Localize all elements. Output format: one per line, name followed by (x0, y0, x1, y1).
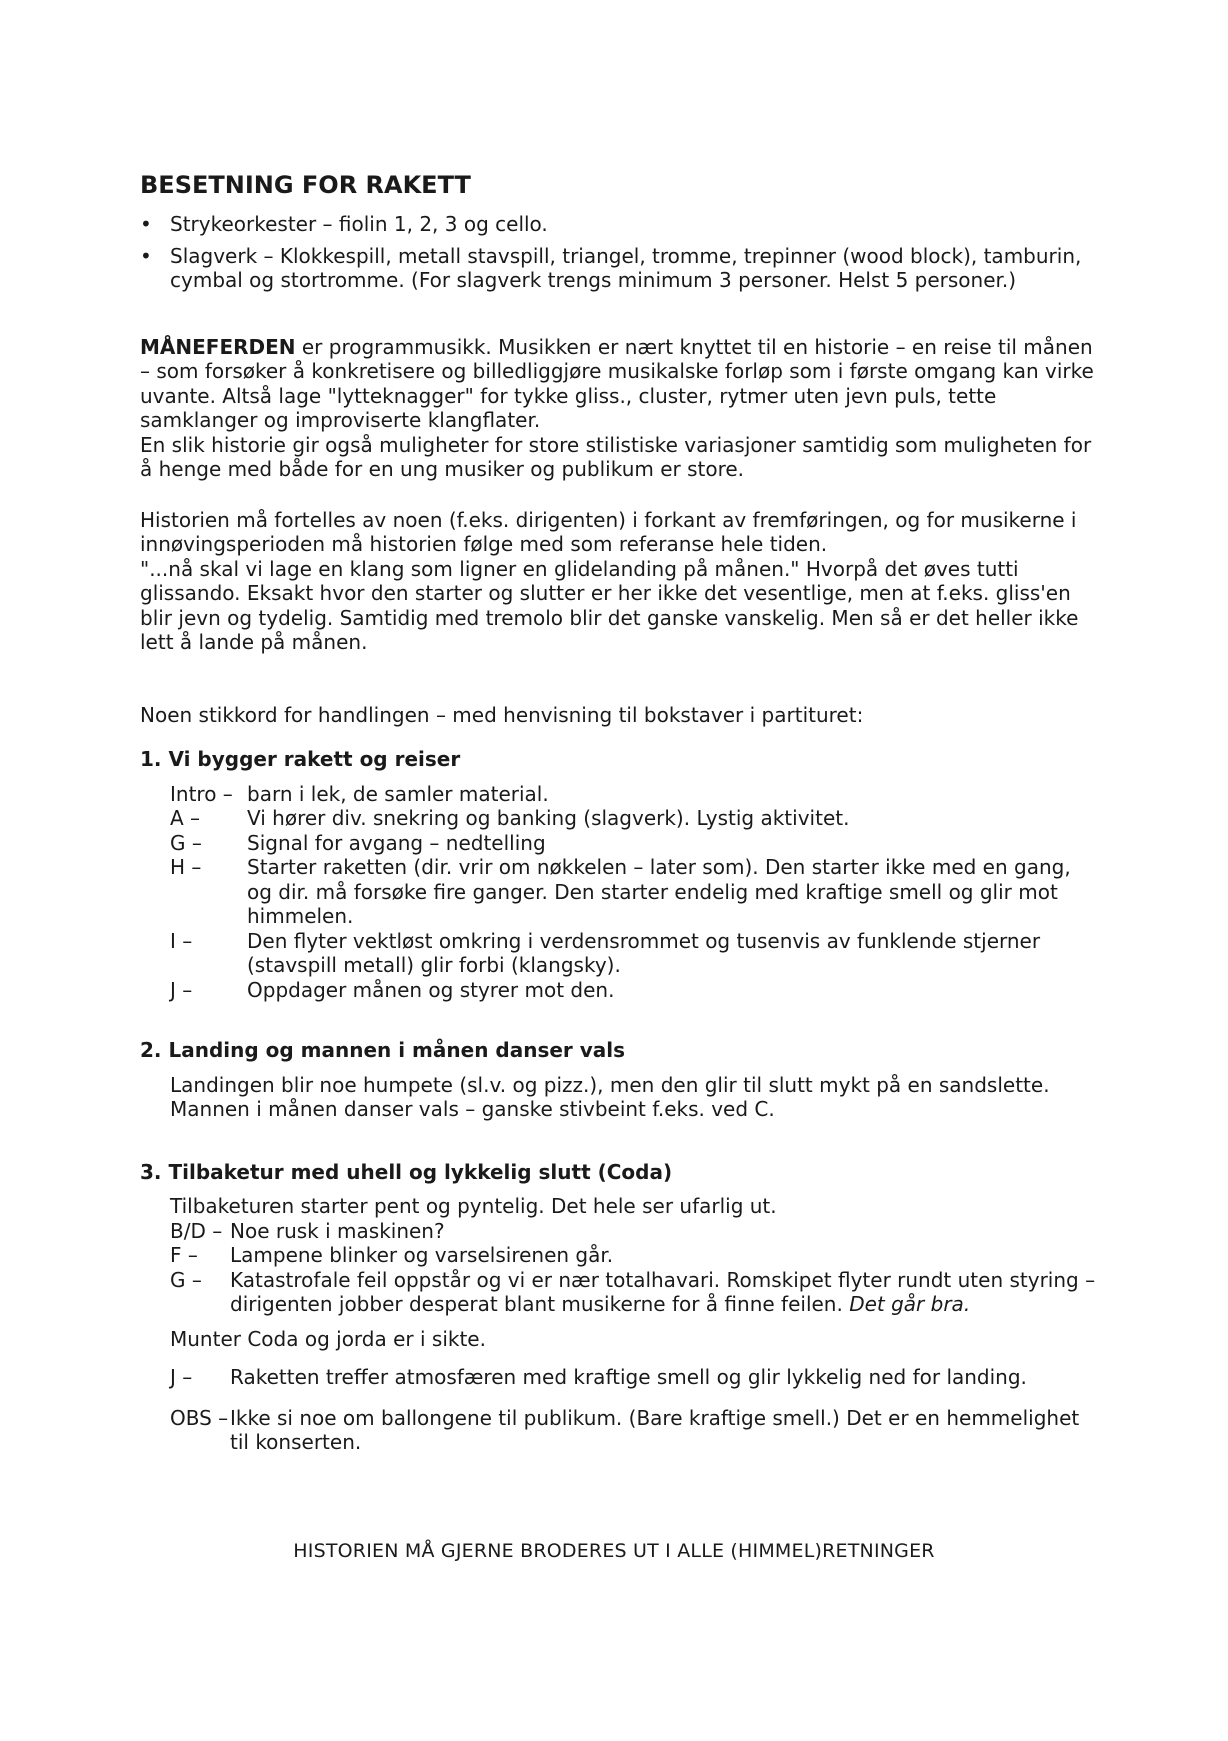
section-3-intro: Tilbaketuren starter pent og pyntelig. Det hele ser ufarlig ut. (170, 1194, 777, 1218)
section-2-heading: 2. Landing og mannen i månen danser vals (140, 1038, 626, 1062)
coda-line: Munter Coda og jorda er i sikte. (170, 1326, 486, 1351)
cue-text-italic: Det går bra. (849, 1292, 971, 1316)
cue-label: B/D – (170, 1218, 223, 1243)
document-page (140, 170, 1100, 1455)
cue-text: Starter raketten (dir. vrir om nøkkelen – later som). Den starter ikke med en gang, og dir. må forsøke fire ganger. Den starter endelig med kraftige smell og glir mot himmelen. (247, 855, 1071, 928)
cue-text: Raketten treffer atmosfæren med kraftige smell og glir lykkelig ned for landing. (230, 1365, 1027, 1389)
section-3-items (170, 1194, 1100, 1455)
intro-paragraph (140, 335, 1100, 433)
cue-text: Noe rusk i maskinen? (230, 1218, 445, 1243)
obs-text: Ikke si noe om ballongene til publikum. (Bare kraftige smell.) Det er en hemmelighet til konserten. (230, 1405, 1080, 1454)
section-1-items (170, 782, 1100, 1003)
instrumentation-list (140, 212, 1100, 293)
section-2-line: Landingen blir noe humpete (sl.v. og pizz.), men den glir til slutt mykt på en sandslette. (170, 1072, 1050, 1097)
cue-text: barn i lek, de samler material. (247, 781, 549, 806)
cue-text: Oppdager månen og styrer mot den. (247, 977, 615, 1002)
obs-label: OBS – (170, 1405, 229, 1430)
cue-text: Signal for avgang – nedtelling (247, 830, 546, 855)
cue-row (170, 855, 1100, 929)
cue-row (170, 831, 1100, 856)
bullet-item: • Slagverk – Klokkespill, metall stavspill, triangel, tromme, trepinner (wood block), tamburin, cymbal og stortromme. (For slagverk trengs minimum 3 personer. Helst 5 personer.) (140, 244, 1100, 293)
cue-row (170, 1268, 1100, 1317)
cue-label: G – (170, 1267, 202, 1292)
section-2-items (170, 1073, 1100, 1122)
cue-text: Vi hører div. snekring og banking (slagverk). Lystig aktivitet. (247, 806, 850, 830)
intro-paragraph-cont: En slik historie gir også muligheter for store stilistiske variasjoner samtidig som muligheten for å henge med både for en ung musiker og publikum er store. (140, 432, 1092, 481)
obs-row (170, 1406, 1100, 1455)
cue-label: F – (170, 1243, 198, 1267)
cue-label: J – (170, 1365, 193, 1389)
cue-row (170, 806, 1100, 831)
cue-row (170, 929, 1100, 978)
work-title: MÅNEFERDEN (140, 334, 296, 359)
cue-text: Den flyter vektløst omkring i verdensrommet og tusenvis av funklende stjerner (stavspill metall) glir forbi (klangsky). (247, 928, 1041, 977)
keywords-note: Noen stikkord for handlingen – med henvisning til bokstaver i partituret: (140, 702, 864, 727)
cue-label: H – (170, 855, 202, 879)
cue-label: J – (170, 977, 193, 1002)
story-paragraph: Historien må fortelles av noen (f.eks. dirigenten) i forkant av fremføringen, og for musikerne i innøvingsperioden må historien følge med som referanse hele tiden. (140, 507, 1077, 556)
cue-row (170, 1219, 1100, 1244)
cue-label: A – (170, 806, 201, 830)
section-1-heading: 1. Vi bygger rakett og reiser (140, 747, 461, 771)
intro-text: er programmusikk. Musikken er nært knyttet til en historie – en reise til månen – som forsøker å konkretisere og billedliggjøre musikalske forløp som i første omgang kan virke uvante. Altså lage "lytteknagger" for tykke gliss., cluster, rytmer uten jevn puls, tette samklanger og improviserte klangflater. (140, 334, 1094, 432)
cue-label: G – (170, 830, 202, 855)
story-paragraph-cont: "...nå skal vi lage en klang som ligner en glidelanding på månen." Hvorpå det øves tutti glissando. Eksakt hvor den starter og slutter er her ikke det vesentlige, men at f.eks. gliss'en blir jevn og tydelig. Samtidig med tremolo blir det ganske vanskelig. Men så er det heller ikke lett å lande på månen. (140, 556, 1079, 654)
section-3-heading: 3. Tilbaketur med uhell og lykkelig slutt (Coda) (140, 1159, 673, 1184)
cue-row (170, 1243, 1100, 1268)
bullet-item: • Strykeorkester – fiolin 1, 2, 3 og cello. (140, 212, 1100, 237)
footer-note: HISTORIEN MÅ GJERNE BRODERES UT I ALLE (HIMMEL)RETNINGER (293, 1540, 935, 1562)
cue-label: Intro – (170, 781, 233, 806)
cue-label: I – (170, 928, 193, 953)
cue-row (170, 1365, 1100, 1390)
cue-row (170, 978, 1100, 1003)
document-title: BESETNING FOR RAKETT (140, 171, 471, 199)
cue-text: Lampene blinker og varselsirenen går. (230, 1243, 614, 1267)
cue-row (170, 782, 1100, 807)
section-2-line: Mannen i månen danser vals – ganske stivbeint f.eks. ved C. (170, 1097, 775, 1121)
cue-text-main: Katastrofale feil oppstår og vi er nær totalhavari. Romskipet flyter rundt uten styring – dirigenten jobber desperat blant musikerne for å finne feilen. (230, 1267, 1096, 1316)
cue-text (230, 1268, 1100, 1317)
